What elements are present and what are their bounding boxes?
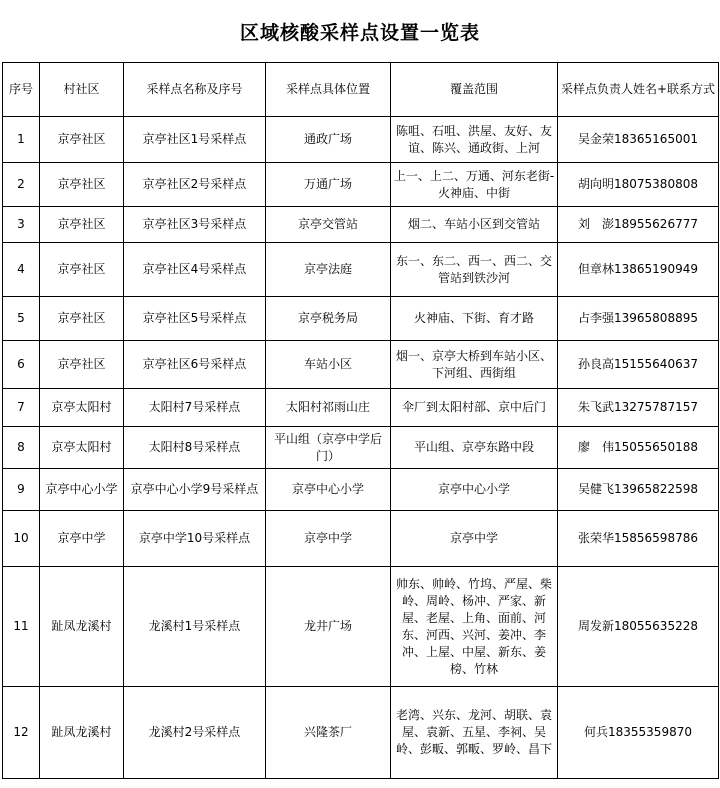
- table-body: [3, 117, 719, 779]
- coverage-cell: 帅东、帅岭、竹坞、严屋、柴岭、周岭、杨冲、严家、新屋、老屋、上角、面前、河东、河西、兴河、姜冲、李冲、上屋、中屋、新东、姜榜、竹林: [391, 567, 558, 687]
- table-row: [3, 163, 719, 207]
- header-contact: 采样点负责人姓名+联系方式: [558, 63, 719, 117]
- contact-cell: 张荣华15856598786: [558, 511, 719, 567]
- table-row: [3, 389, 719, 427]
- site-name-cell: 京亭社区2号采样点: [124, 163, 266, 207]
- community-cell: 京亭社区: [40, 243, 124, 297]
- coverage-cell: 上一、上二、万通、河东老街-火神庙、中街: [391, 163, 558, 207]
- community-cell: 京亭中心小学: [40, 469, 124, 511]
- seq-cell: 1: [3, 117, 40, 163]
- table-row: [3, 427, 719, 469]
- contact-cell: 占李强13965808895: [558, 297, 719, 341]
- site-name-cell: 京亭社区6号采样点: [124, 341, 266, 389]
- seq-cell: 10: [3, 511, 40, 567]
- coverage-cell: 东一、东二、西一、西二、交管站到铁沙河: [391, 243, 558, 297]
- contact-cell: 胡向明18075380808: [558, 163, 719, 207]
- community-cell: 趾凤龙溪村: [40, 567, 124, 687]
- seq-cell: 2: [3, 163, 40, 207]
- coverage-cell: 陈咀、石咀、洪屋、友好、友谊、陈兴、通政街、上河: [391, 117, 558, 163]
- site-name-cell: 龙溪村1号采样点: [124, 567, 266, 687]
- community-cell: 京亭太阳村: [40, 389, 124, 427]
- table-row: [3, 297, 719, 341]
- site-name-cell: 京亭中学10号采样点: [124, 511, 266, 567]
- coverage-cell: 伞厂到太阳村部、京中后门: [391, 389, 558, 427]
- community-cell: 京亭社区: [40, 207, 124, 243]
- table-row: [3, 511, 719, 567]
- sampling-sites-table: [2, 62, 719, 779]
- table-row: [3, 243, 719, 297]
- contact-cell: 朱飞武13275787157: [558, 389, 719, 427]
- community-cell: 京亭社区: [40, 297, 124, 341]
- site-name-cell: 京亭中心小学9号采样点: [124, 469, 266, 511]
- location-cell: 万通广场: [266, 163, 391, 207]
- coverage-cell: 火神庙、下街、育才路: [391, 297, 558, 341]
- site-name-cell: 太阳村8号采样点: [124, 427, 266, 469]
- site-name-cell: 京亭社区5号采样点: [124, 297, 266, 341]
- location-cell: 兴隆茶厂: [266, 687, 391, 779]
- site-name-cell: 京亭社区1号采样点: [124, 117, 266, 163]
- header-coverage: 覆盖范围: [391, 63, 558, 117]
- contact-cell: 廖 伟15055650188: [558, 427, 719, 469]
- header-site-name: 采样点名称及序号: [124, 63, 266, 117]
- seq-cell: 11: [3, 567, 40, 687]
- site-name-cell: 京亭社区3号采样点: [124, 207, 266, 243]
- location-cell: 京亭中学: [266, 511, 391, 567]
- coverage-cell: 老湾、兴东、龙河、胡联、袁屋、袁新、五星、李祠、吴岭、彭畈、郭畈、罗岭、昌下: [391, 687, 558, 779]
- location-cell: 车站小区: [266, 341, 391, 389]
- contact-cell: 孙良高15155640637: [558, 341, 719, 389]
- coverage-cell: 烟一、京亭大桥到车站小区、下河组、西街组: [391, 341, 558, 389]
- coverage-cell: 烟二、车站小区到交管站: [391, 207, 558, 243]
- table-row: [3, 469, 719, 511]
- seq-cell: 8: [3, 427, 40, 469]
- contact-cell: 吴金荣18365165001: [558, 117, 719, 163]
- location-cell: 京亭税务局: [266, 297, 391, 341]
- community-cell: 趾凤龙溪村: [40, 687, 124, 779]
- contact-cell: 周发新18055635228: [558, 567, 719, 687]
- header-community: 村社区: [40, 63, 124, 117]
- header-seq: 序号: [3, 63, 40, 117]
- community-cell: 京亭社区: [40, 163, 124, 207]
- table-row: [3, 687, 719, 779]
- seq-cell: 12: [3, 687, 40, 779]
- site-name-cell: 太阳村7号采样点: [124, 389, 266, 427]
- table-row: [3, 207, 719, 243]
- contact-cell: 但章林13865190949: [558, 243, 719, 297]
- location-cell: 京亭法庭: [266, 243, 391, 297]
- seq-cell: 7: [3, 389, 40, 427]
- coverage-cell: 京亭中学: [391, 511, 558, 567]
- location-cell: 龙井广场: [266, 567, 391, 687]
- seq-cell: 4: [3, 243, 40, 297]
- location-cell: 平山组（京亭中学后门）: [266, 427, 391, 469]
- table-row: [3, 567, 719, 687]
- seq-cell: 5: [3, 297, 40, 341]
- coverage-cell: 平山组、京亭东路中段: [391, 427, 558, 469]
- contact-cell: 何兵18355359870: [558, 687, 719, 779]
- table-row: [3, 117, 719, 163]
- coverage-cell: 京亭中心小学: [391, 469, 558, 511]
- location-cell: 通政广场: [266, 117, 391, 163]
- community-cell: 京亭太阳村: [40, 427, 124, 469]
- site-name-cell: 龙溪村2号采样点: [124, 687, 266, 779]
- header-row: [3, 63, 719, 117]
- location-cell: 太阳村祁雨山庄: [266, 389, 391, 427]
- table-row: [3, 341, 719, 389]
- header-location: 采样点具体位置: [266, 63, 391, 117]
- location-cell: 京亭交管站: [266, 207, 391, 243]
- contact-cell: 吴健飞13965822598: [558, 469, 719, 511]
- site-name-cell: 京亭社区4号采样点: [124, 243, 266, 297]
- community-cell: 京亭社区: [40, 117, 124, 163]
- sheet-title: 区域核酸采样点设置一览表: [239, 21, 480, 44]
- seq-cell: 3: [3, 207, 40, 243]
- community-cell: 京亭中学: [40, 511, 124, 567]
- contact-cell: 刘 澎18955626777: [558, 207, 719, 243]
- community-cell: 京亭社区: [40, 341, 124, 389]
- location-cell: 京亭中心小学: [266, 469, 391, 511]
- seq-cell: 6: [3, 341, 40, 389]
- seq-cell: 9: [3, 469, 40, 511]
